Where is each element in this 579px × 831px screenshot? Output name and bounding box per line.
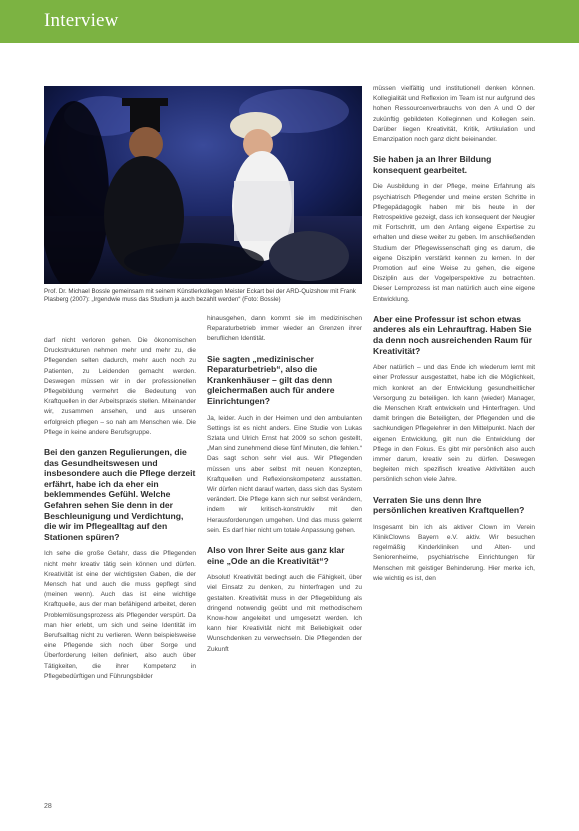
paragraph: Ja, leider. Auch in der Heimen und den ambulanten Settings ist es nicht anders. Eine Studie von Lukas Szlata und Ulrich Ernst hat 2009 so schon gestellt, „Man sind zunehmend diese fünf Minuten, die fehlen.“ Das sagt schon sehr viel aus. Wir Pflegenden müssen uns aber selbst mit neuen Konzepten, Kraftquellen und Reflexionskompetenz ausstatten. Wir dürfen nicht darauf warten, dass sich das System verändert. Die Pflege kann sich nur selbst verändern, indem wir kritisch-konstruktiv mit den Herausforderungen umgehen. Und das muss gelernt sein. Es darf hier nicht um totale Anpassung gehen.: [207, 414, 363, 534]
interview-question: Bei den ganzen Regulierungen, die das Gesundheitswesen und insbesondere auch die Pflege derzeit erfährt, habe ich da eher ein beklemmendes Gefühl. Welche Gefahren sehen Sie denn in der Beschleunigung und Verdichtung, die wir im Pflegealltag auf den Stationen spüren?: [44, 447, 196, 542]
interview-photo: [44, 86, 362, 284]
paragraph: Ich sehe die große Gefahr, dass die Pflegenden nicht mehr kreativ tätig sein können und dürfen. Kreativität ist eine der wichtigsten Gaben, die der Mensch hat und auch die muss gepflegt sind (meinen wenn). Auch das ist eine wichtige Kraftquelle, aus der man befähigend arbeitet, deren Problemlösungsprozess als Pflegender verspürt. Da man hier erlebt, um sich und seine Identität im Berufsalltag nicht zu verlieren. Wenn beispielsweise eine Pflegende sich noch über Sorge und Überforderung leiten definiert, also auch über Tätigkeiten, die ihrer Kompetenz in Pflegebedürftigen und Führungsbilder: [44, 550, 196, 680]
section-title: Interview: [44, 10, 119, 31]
text-column-2: [207, 314, 362, 655]
text-column-3: [373, 84, 535, 584]
paragraph: Absolut! Kreativität bedingt auch die Fähigkeit, über viel Einsatz zu denken, zu hinterfragen und zu gestalten. Kreativität muss in der Pflegebildung als dringend notwendig geübt und mit methodischem Know-how angeleitet und umgesetzt werden. Ich kann hier Kreativität nicht mit Beliebigkeit oder Wunschdenken zu verwechseln. Die Pflegenden der Zukunft: [207, 574, 362, 653]
paragraph: darf nicht verloren gehen. Die ökonomischen Druckstrukturen nehmen mehr und mehr zu, die Pflegenden selten dadurch, mehr auch noch zu Patienten, zu Leidenden gemacht werden. Deswegen müssen wir in der professionellen Pflegebildung vermehrt die Bedeutung von Kraftquellen in der Arbeitspraxis stellen. Miteinander wir, zusammen ansehen, und aus unseren erfolgreich pflegen – so nah am Menschen wie. Die Pflege in keine andere Berufsgruppe.: [44, 337, 196, 436]
interview-question: Verraten Sie uns denn Ihre persönlichen kreativen Kraftquellen?: [373, 494, 525, 516]
section-header-bar: [0, 0, 579, 43]
paragraph: hinausgehen, dann kommt sie im medizinischen Reparaturbetrieb immer wieder an Grenzen ihrer beruflichen Identität.: [207, 315, 362, 343]
interview-question: Also von Ihrer Seite aus ganz klar eine „Ode an die Kreativität“?: [207, 545, 345, 566]
paragraph: Die Ausbildung in der Pflege, meine Erfahrung als psychiatrisch Pflegender und meine ersten Schritte in Pflegepädagogik haben mir bis heute in der Retrospektive gezeigt, dass ich konsequent der Neugier mit Fortschritt, um den Anfang eigene Expertise zu erhalten und diese weiter zu geben. Im anschließenden Studium der Pflegewissenschaft ging es darum, die eigene Disziplin verstärkt kennen zu lernen. In der Promotion auf eine Weise zu gehen, die eigene Disziplin aus der Vogelperspektive zu betrachten. Dieser Lernprozess ist man natürlich auch eine eigene Entwicklung.: [373, 183, 535, 303]
paragraph: müssen vielfältig und institutionell denken können. Kollegialität und Reflexion im Team ist nur aufgrund des hohen Ressourcenverbrauchs von den A und O der zukünftig gebildeten Kolleginnen und Kollegen sein. Darüber liegen Kreativität, Kritik, Artikulation und Emanzipation noch ganz dicht beieinander.: [373, 85, 535, 144]
interview-question: Sie sagten „medizinischer Reparaturbetrieb“, also die Krankenhäuser – gilt das denn gleichermaßen auch für andere Einrichtungen?: [207, 353, 335, 406]
page-number: 28: [44, 803, 52, 810]
interview-question: Aber eine Professur ist schon etwas anderes als ein Lehrauftrag. Haben Sie da denn noch ausreichenden Raum für Kreativität?: [373, 313, 533, 356]
paragraph: Aber natürlich – und das Ende ich wiederum lernt mit einer Professur ausgestattet, habe ich die Möglichkeit, mich konkret an der Entwicklung gesundheitlicher Versorgung zu beteiligen. Ich kann (wieder) Manager, die Menschen Kraft entwickeln und Hinterfragen. Und damit bringen die Beteiligten, der Pflegenden und die sachkundigen Pflegelehrer in den Mittelpunkt. Nach der eigenen Entwicklung, gilt nun die Entwicklung der Pflege in den Fokus. Es gibt mir persönlich also auch immer darum, kreativ sein zu dürfen. Deswegen begleiten mich spezifisch kreative Aktivitäten auch persönlich schon viele Jahre.: [373, 364, 535, 484]
text-column-1: [44, 336, 196, 682]
paragraph: Insgesamt bin ich als aktiver Clown im Verein KlinikClowns Bayern e.V. aktiv. Wir besuchen regelmäßig Kinderkliniken und Alten- und Seniorenheime, psychiatrische Einrichtungen für Menschen mit geistiger Behinderung. Hier merke ich, wie wichtig es ist, den: [373, 523, 535, 582]
interview-question: Sie haben ja an Ihrer Bildung konsequent gearbeitet.: [373, 154, 492, 175]
photo-caption: Prof. Dr. Michael Bossle gemeinsam mit seinem Künstlerkollegen Meister Eckart bei der ARD-Quizshow mit Frank Plasberg (2007): „Irgendwie muss das Studium ja auch bezahlt werden“ (Foto: Bossle): [44, 288, 356, 304]
photo-two-people-stage-icon: [44, 86, 362, 284]
